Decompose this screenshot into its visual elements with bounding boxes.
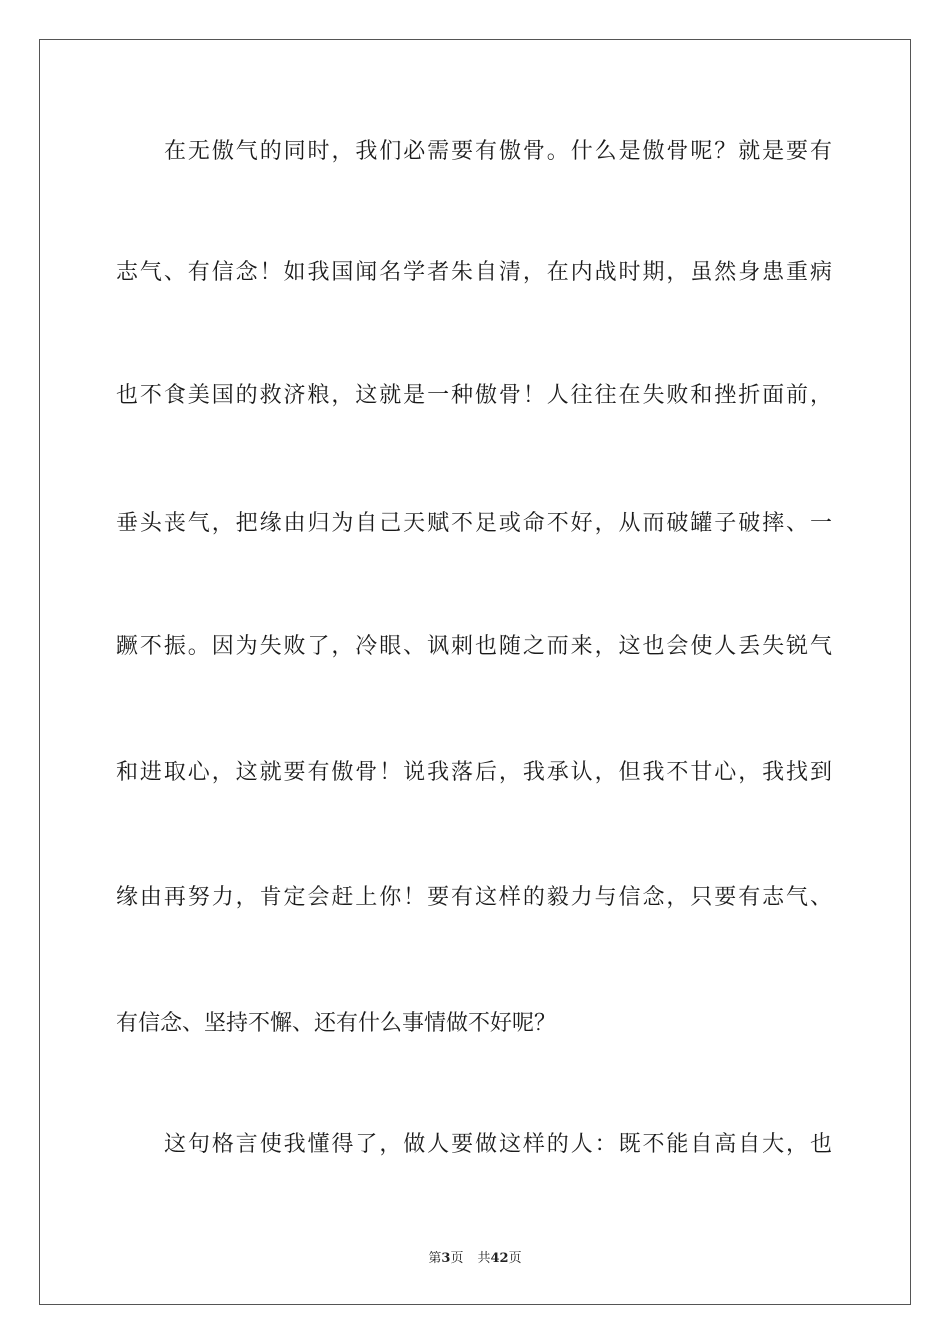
text-line: 这句格言使我懂得了，做人要做这样的人：既不能自高自大，也: [164, 1132, 832, 1157]
text-line: 在无傲气的同时，我们必需要有傲骨。什么是傲骨呢？就是要有: [164, 139, 832, 164]
total-pages: 42: [490, 1251, 509, 1266]
text-line: 蹶不振。因为失败了，冷眼、讽刺也随之而来，这也会使人丢失锐气: [116, 634, 832, 659]
page-number: 3: [441, 1251, 451, 1266]
total-suffix: 页: [508, 1251, 522, 1266]
total-prefix: 共: [477, 1251, 491, 1266]
page-border: [39, 39, 911, 1305]
text-line: 和进取心，这就要有傲骨！说我落后，我承认，但我不甘心，我找到: [116, 760, 832, 785]
page-suffix: 页: [450, 1251, 464, 1266]
page-footer: [0, 1247, 950, 1266]
text-line: 志气、有信念！如我国闻名学者朱自清，在内战时期，虽然身患重病: [116, 260, 832, 285]
text-line: 有信念、坚持不懈、还有什么事情做不好呢？: [116, 1011, 557, 1036]
page-prefix: 第: [428, 1251, 442, 1266]
text-line: 缘由再努力，肯定会赶上你！要有这样的毅力与信念，只要有志气、: [116, 885, 832, 910]
text-line: 垂头丧气，把缘由归为自己天赋不足或命不好，从而破罐子破摔、一: [116, 511, 832, 536]
text-line: 也不食美国的救济粮，这就是一种傲骨！人往往在失败和挫折面前，: [116, 383, 832, 408]
